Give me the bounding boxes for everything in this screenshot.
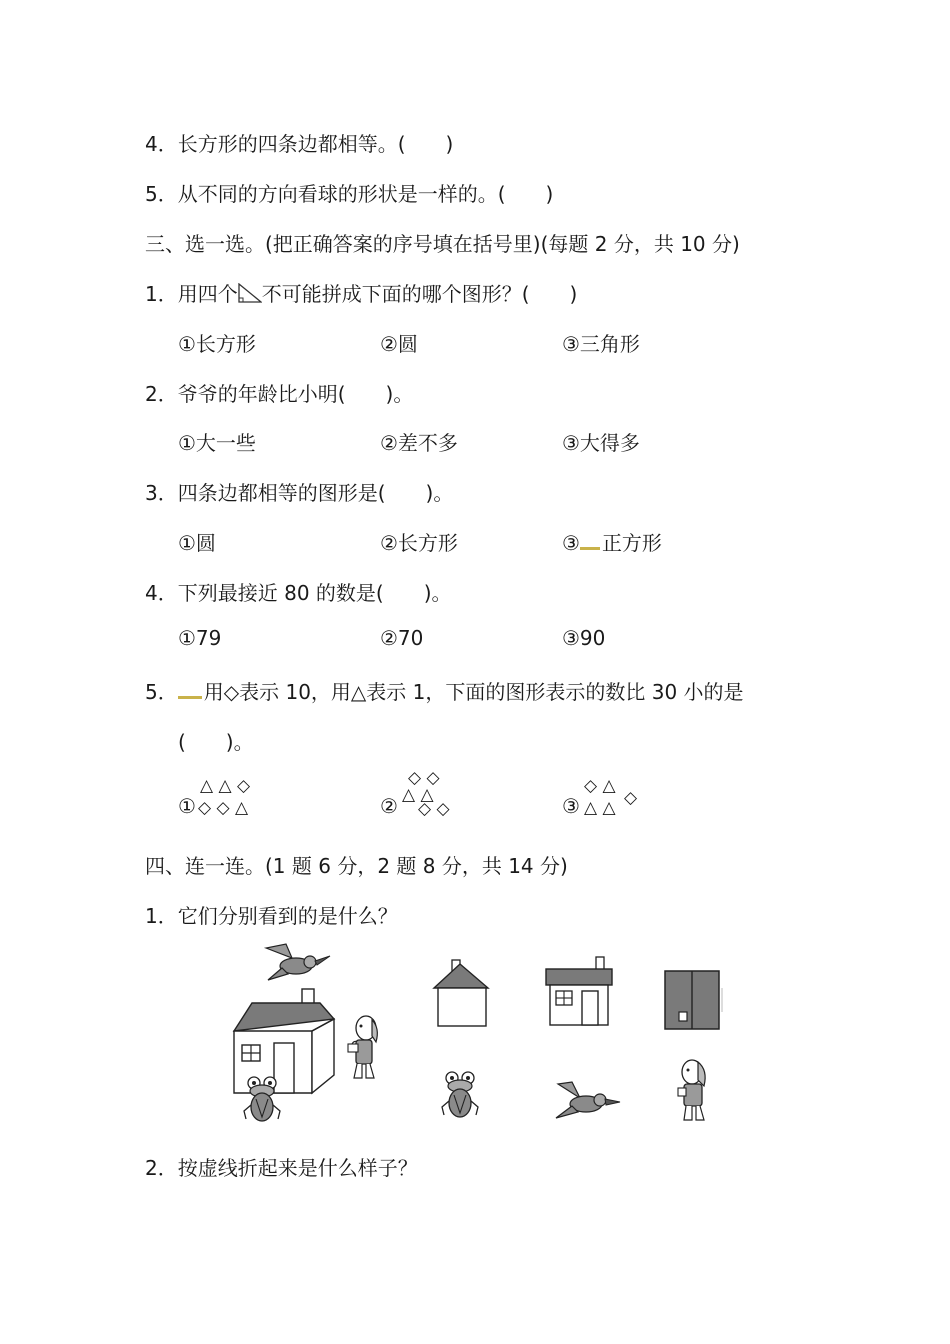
right-triangle-icon xyxy=(238,283,262,303)
question-3-3 xyxy=(145,477,453,506)
item-number: 5． xyxy=(145,680,178,704)
frog-icon xyxy=(242,1075,282,1125)
option-1[interactable]: ①圆 xyxy=(178,531,216,555)
option-3[interactable] xyxy=(562,527,662,556)
option-3[interactable]: ③三角形 xyxy=(562,332,640,356)
house-top-view-icon[interactable] xyxy=(662,968,726,1032)
shape-row-bottom: △ △ xyxy=(584,798,616,818)
question-text: 用四个 xyxy=(177,282,238,306)
dog-icon xyxy=(344,1014,382,1084)
item-number: 5． xyxy=(145,182,178,206)
question-text: 按虚线折起来是什么样子？ xyxy=(177,1156,418,1180)
item-number: 1． xyxy=(145,282,178,306)
shape-row-top: △ △ ◇ xyxy=(200,776,251,796)
shape-row-bottom: ◇ ◇ △ xyxy=(198,798,249,818)
option-1[interactable]: ①长方形 xyxy=(178,332,256,356)
question-text: 用◇表示 10，用△表示 1，下面的图形表示的数比 30 小的是 xyxy=(203,680,744,704)
question-text: 它们分别看到的是什么？ xyxy=(177,904,398,928)
question-text: 四条边都相等的图形是( )。 xyxy=(177,481,454,505)
house-front-view-icon[interactable] xyxy=(544,955,614,1029)
question-text: 下列最接近 80 的数是( )。 xyxy=(177,581,452,605)
option-marker: ③ xyxy=(562,531,580,555)
question-text: 不可能拼成下面的哪个图形？( ) xyxy=(261,282,578,306)
item-number: 4． xyxy=(145,581,178,605)
question-3-2 xyxy=(145,378,413,407)
question-3-1 xyxy=(145,278,577,307)
item-number: 1． xyxy=(145,904,178,928)
option-2[interactable]: ②圆 xyxy=(380,332,418,356)
item-text: 长方形的四条边都相等。( ) xyxy=(177,132,454,156)
bird-icon xyxy=(262,940,334,986)
highlight-mark xyxy=(178,696,202,699)
item-text: 从不同的方向看球的形状是一样的。( ) xyxy=(177,182,554,206)
option-3[interactable]: ③90 xyxy=(562,626,606,650)
item-number: 2． xyxy=(145,382,178,406)
shape-row-top: ◇ ◇ xyxy=(408,768,440,788)
question-text: 爷爷的年龄比小明( )。 xyxy=(177,382,414,406)
judge-item-4 xyxy=(145,128,453,157)
highlight-mark xyxy=(580,547,600,550)
shape-row-mid: △ △ xyxy=(402,785,434,805)
house-side-view-icon[interactable] xyxy=(430,958,492,1030)
item-number: 2． xyxy=(145,1156,178,1180)
option-2[interactable]: ②差不多 xyxy=(380,431,458,455)
shape-right: ◇ xyxy=(624,788,638,808)
dog-icon[interactable] xyxy=(674,1058,714,1124)
shape-row-top: ◇ △ xyxy=(584,776,616,796)
item-number: 3． xyxy=(145,481,178,505)
option-marker: ③ xyxy=(562,794,580,818)
section3-heading: 三、选一选。(把正确答案的序号填在括号里)(每题 2 分，共 10 分) xyxy=(145,232,740,256)
question-4-1 xyxy=(145,900,398,929)
question-3-4 xyxy=(145,577,452,606)
option-marker: ② xyxy=(380,794,398,818)
option-2[interactable]: ②70 xyxy=(380,626,424,650)
section4-heading: 四、连一连。(1 题 6 分，2 题 8 分，共 14 分) xyxy=(145,854,568,878)
question-4-2 xyxy=(145,1152,418,1181)
option-1[interactable]: ①大一些 xyxy=(178,431,256,455)
option-3[interactable]: ③大得多 xyxy=(562,431,640,455)
item-number: 4． xyxy=(145,132,178,156)
option-1[interactable]: ①79 xyxy=(178,626,222,650)
option-2[interactable]: ②长方形 xyxy=(380,531,458,555)
question-text-cont: ( )。 xyxy=(178,730,254,754)
judge-item-5 xyxy=(145,178,553,207)
bird-icon[interactable] xyxy=(552,1080,624,1124)
option-text: 正方形 xyxy=(601,531,662,555)
shape-row-bottom: ◇ ◇ xyxy=(418,799,450,819)
frog-icon[interactable] xyxy=(440,1070,480,1122)
option-marker: ① xyxy=(178,794,196,818)
question-3-5 xyxy=(145,676,744,705)
